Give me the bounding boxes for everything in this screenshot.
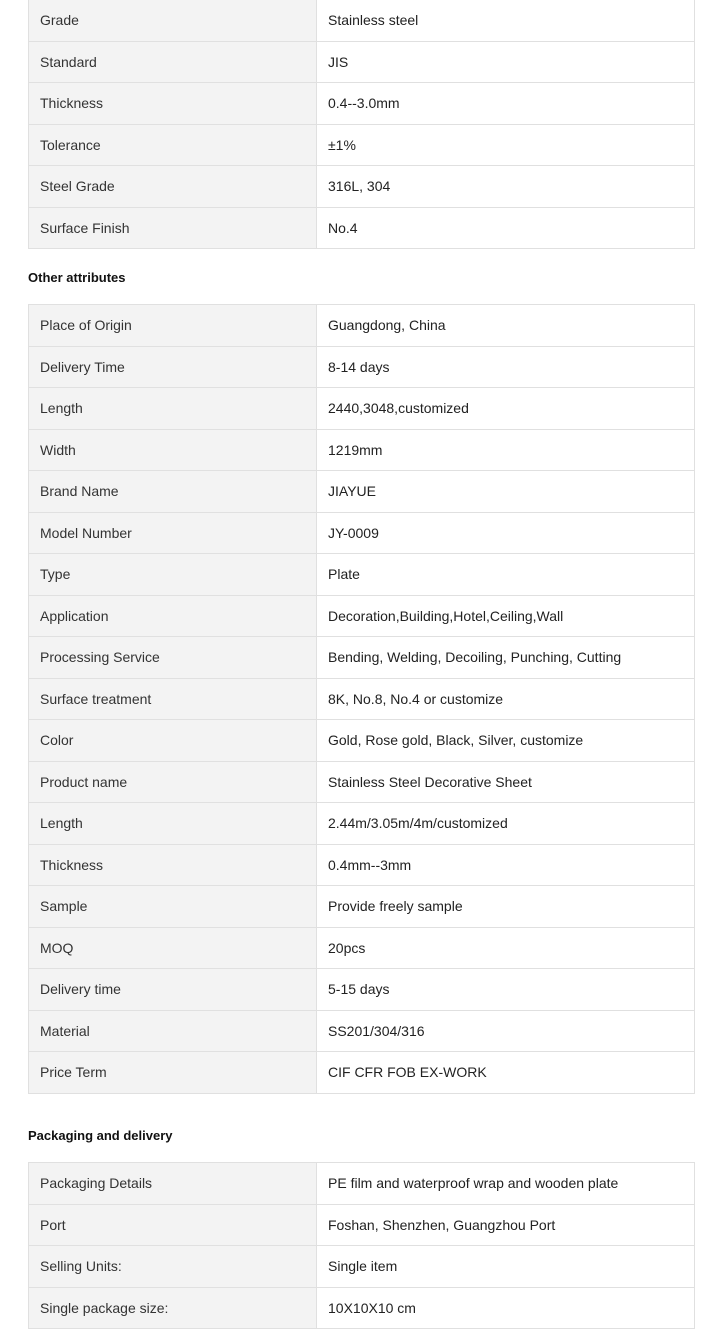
attribute-label: Processing Service — [29, 637, 317, 679]
table-row — [29, 886, 695, 928]
table-row — [29, 207, 695, 249]
attribute-label: Place of Origin — [29, 305, 317, 347]
table-row — [29, 927, 695, 969]
table-row — [29, 83, 695, 125]
attribute-label: Grade — [29, 0, 317, 41]
attribute-value: Provide freely sample — [317, 886, 695, 928]
attribute-value: Stainless Steel Decorative Sheet — [317, 761, 695, 803]
attribute-label: Application — [29, 595, 317, 637]
attribute-value: Guangdong, China — [317, 305, 695, 347]
attribute-label: Single package size: — [29, 1287, 317, 1329]
table-row — [29, 471, 695, 513]
table-row — [29, 844, 695, 886]
attribute-label: Model Number — [29, 512, 317, 554]
attribute-value: CIF CFR FOB EX-WORK — [317, 1052, 695, 1094]
attribute-value: Plate — [317, 554, 695, 596]
attribute-label: Delivery Time — [29, 346, 317, 388]
attribute-value: 2440,3048,customized — [317, 388, 695, 430]
table-row — [29, 166, 695, 208]
table-row — [29, 388, 695, 430]
attribute-value: 1219mm — [317, 429, 695, 471]
table-row — [29, 678, 695, 720]
table-row — [29, 1163, 695, 1205]
key-attributes-table — [28, 0, 695, 249]
other-attributes-table — [28, 304, 695, 1094]
attribute-value: Foshan, Shenzhen, Guangzhou Port — [317, 1204, 695, 1246]
attribute-label: Selling Units: — [29, 1246, 317, 1288]
attribute-value: JIAYUE — [317, 471, 695, 513]
attribute-label: Tolerance — [29, 124, 317, 166]
attribute-value: 8-14 days — [317, 346, 695, 388]
attribute-label: Sample — [29, 886, 317, 928]
attribute-label: Packaging Details — [29, 1163, 317, 1205]
other-attributes-heading: Other attributes — [28, 270, 126, 285]
attribute-value: JIS — [317, 41, 695, 83]
attribute-label: Surface Finish — [29, 207, 317, 249]
attribute-value: 2.44m/3.05m/4m/customized — [317, 803, 695, 845]
attribute-value: No.4 — [317, 207, 695, 249]
attribute-value: 5-15 days — [317, 969, 695, 1011]
table-row — [29, 305, 695, 347]
attribute-label: Color — [29, 720, 317, 762]
table-row — [29, 1052, 695, 1094]
packaging-delivery-table — [28, 1162, 695, 1329]
packaging-delivery-heading: Packaging and delivery — [28, 1128, 173, 1143]
table-row — [29, 124, 695, 166]
attribute-label: Brand Name — [29, 471, 317, 513]
attribute-label: Width — [29, 429, 317, 471]
attribute-label: Port — [29, 1204, 317, 1246]
attribute-label: MOQ — [29, 927, 317, 969]
attribute-value: Single item — [317, 1246, 695, 1288]
attribute-label: Surface treatment — [29, 678, 317, 720]
attribute-label: Material — [29, 1010, 317, 1052]
attribute-label: Thickness — [29, 844, 317, 886]
attribute-value: 20pcs — [317, 927, 695, 969]
attribute-value: Decoration,Building,Hotel,Ceiling,Wall — [317, 595, 695, 637]
attribute-value: PE film and waterproof wrap and wooden plate — [317, 1163, 695, 1205]
table-row — [29, 1287, 695, 1329]
attribute-label: Delivery time — [29, 969, 317, 1011]
attribute-label: Price Term — [29, 1052, 317, 1094]
table-row — [29, 346, 695, 388]
table-row — [29, 595, 695, 637]
attribute-value: JY-0009 — [317, 512, 695, 554]
attribute-value: 316L, 304 — [317, 166, 695, 208]
attribute-label: Type — [29, 554, 317, 596]
table-row — [29, 1204, 695, 1246]
table-row — [29, 1010, 695, 1052]
attribute-value: 0.4--3.0mm — [317, 83, 695, 125]
attribute-value: 10X10X10 cm — [317, 1287, 695, 1329]
table-row — [29, 429, 695, 471]
attribute-label: Standard — [29, 41, 317, 83]
attribute-label: Thickness — [29, 83, 317, 125]
table-row — [29, 1246, 695, 1288]
table-row — [29, 969, 695, 1011]
attribute-label: Length — [29, 803, 317, 845]
attribute-value: 8K, No.8, No.4 or customize — [317, 678, 695, 720]
attribute-value: Gold, Rose gold, Black, Silver, customize — [317, 720, 695, 762]
attribute-value: Stainless steel — [317, 0, 695, 41]
table-row — [29, 637, 695, 679]
table-row — [29, 803, 695, 845]
attribute-value: 0.4mm--3mm — [317, 844, 695, 886]
attribute-value: ±1% — [317, 124, 695, 166]
table-row — [29, 41, 695, 83]
table-row — [29, 0, 695, 41]
attribute-label: Product name — [29, 761, 317, 803]
attribute-value: SS201/304/316 — [317, 1010, 695, 1052]
table-row — [29, 554, 695, 596]
table-row — [29, 512, 695, 554]
attribute-label: Steel Grade — [29, 166, 317, 208]
attribute-value: Bending, Welding, Decoiling, Punching, Cutting — [317, 637, 695, 679]
table-row — [29, 761, 695, 803]
table-row — [29, 720, 695, 762]
attribute-label: Length — [29, 388, 317, 430]
